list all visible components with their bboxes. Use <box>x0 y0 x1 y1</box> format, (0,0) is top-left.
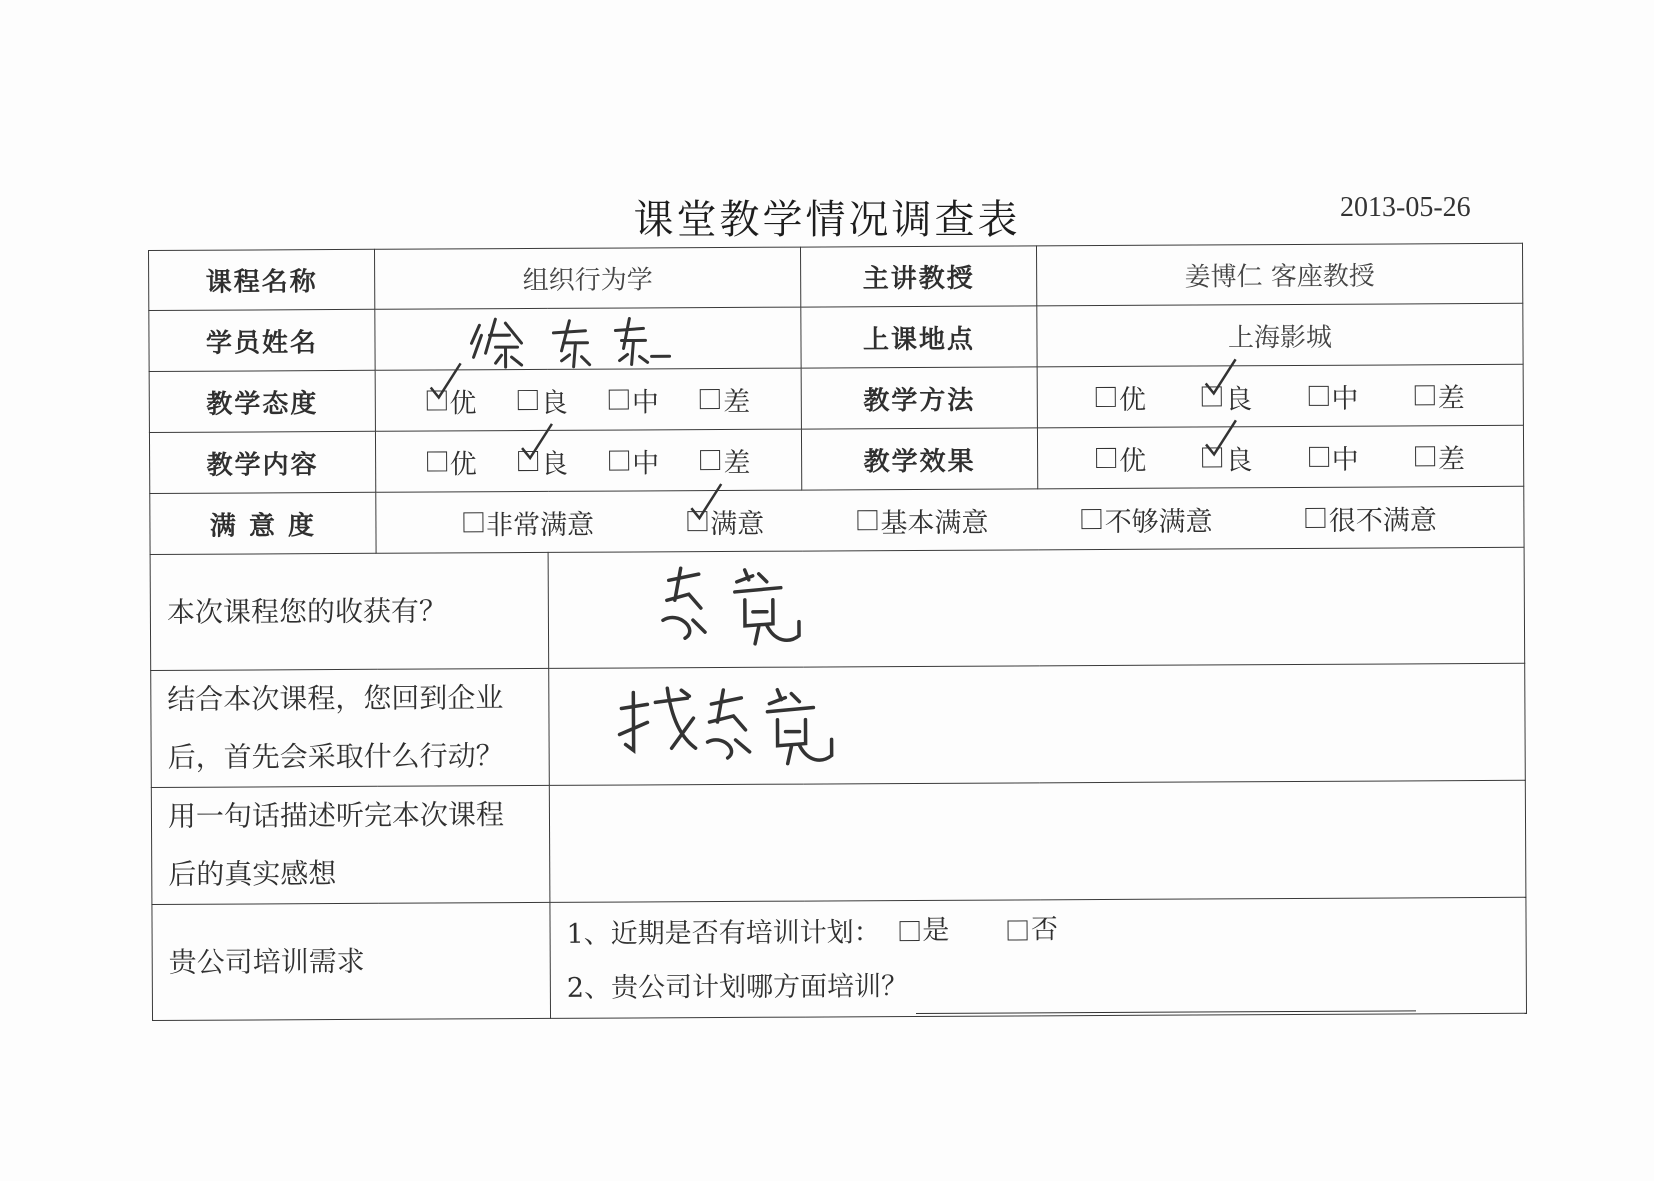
needs-plan-yes[interactable]: 是 <box>899 903 949 957</box>
needs-plan-no[interactable]: 否 <box>1008 903 1058 957</box>
label-student-name: 学员姓名 <box>149 309 375 371</box>
label-satisfaction: 满 意 度 <box>150 492 376 554</box>
satisfaction-options <box>376 486 1524 553</box>
question-action-line2: 后，首先会采取什么行动？ <box>167 739 504 774</box>
checkmark-icon <box>687 479 733 525</box>
checkbox-icon <box>1309 447 1329 467</box>
satisfaction-option-satisfied[interactable]: 满意 <box>687 501 764 540</box>
answer-gain-cell[interactable] <box>548 547 1525 668</box>
label-location: 上课地点 <box>801 306 1037 368</box>
method-option-good[interactable]: 良 <box>1202 377 1252 416</box>
checkbox-icon <box>1308 386 1328 406</box>
attitude-option-good[interactable]: 良 <box>518 380 568 419</box>
form-date: 2013-05-26 <box>1340 192 1471 223</box>
needs-plan-question: 1、近期是否有培训计划： <box>566 916 881 950</box>
row-attitude <box>149 364 1523 432</box>
question-feeling-line1: 用一句话描述听完本次课程 <box>167 798 505 833</box>
row-needs <box>152 897 1527 1020</box>
handwriting-gain <box>649 559 829 650</box>
checkmark-icon <box>1202 416 1248 462</box>
checkbox-icon <box>518 390 538 410</box>
checkbox-icon <box>609 450 629 470</box>
label-professor: 主讲教授 <box>801 246 1037 307</box>
checkbox-icon <box>463 512 483 532</box>
survey-table-frame <box>148 243 1526 1021</box>
attitude-option-excellent[interactable]: 优 <box>426 381 476 420</box>
satisfaction-option-insufficient[interactable]: 不够满意 <box>1082 499 1213 539</box>
checkbox-icon <box>1008 920 1028 940</box>
satisfaction-option-very[interactable]: 非常满意 <box>463 502 594 542</box>
student-signature <box>465 312 705 373</box>
handwriting-action <box>611 677 851 768</box>
value-location[interactable]: 上海影城 <box>1037 303 1523 367</box>
row-satisfaction <box>150 486 1524 554</box>
question-feeling <box>151 785 550 904</box>
answer-feeling-cell[interactable] <box>549 780 1526 902</box>
content-option-average[interactable]: 中 <box>609 441 659 480</box>
row-student <box>149 303 1523 371</box>
effect-option-average[interactable]: 中 <box>1309 437 1359 476</box>
form-title: 课堂教学情况调查表 <box>633 197 1021 243</box>
method-option-excellent[interactable]: 优 <box>1096 377 1146 416</box>
content-option-poor[interactable]: 差 <box>700 440 750 479</box>
content-option-good[interactable]: 良 <box>518 441 568 480</box>
question-feeling-line2: 后的真实感想 <box>168 857 337 891</box>
attitude-options <box>375 368 801 431</box>
method-option-poor[interactable]: 差 <box>1415 376 1465 415</box>
row-gain <box>150 547 1525 670</box>
satisfaction-option-basic[interactable]: 基本满意 <box>857 500 988 540</box>
effect-option-good[interactable]: 良 <box>1202 438 1252 477</box>
row-content <box>149 425 1523 493</box>
effect-options <box>1037 425 1523 489</box>
question-action-line1: 结合本次课程，您回到企业 <box>167 681 504 716</box>
checkbox-icon <box>427 451 447 471</box>
question-needs: 贵公司培训需求 <box>152 902 551 1020</box>
method-options <box>1037 364 1523 428</box>
checkmark-icon <box>518 419 564 465</box>
attitude-option-average[interactable]: 中 <box>609 380 659 419</box>
row-course <box>149 243 1523 310</box>
checkbox-icon <box>1096 387 1116 407</box>
checkbox-icon <box>1415 385 1435 405</box>
content-options <box>375 429 801 492</box>
row-feeling <box>151 780 1526 904</box>
needs-area-line <box>551 956 1526 1015</box>
effect-option-excellent[interactable]: 优 <box>1096 438 1146 477</box>
attitude-option-poor[interactable]: 差 <box>700 379 750 418</box>
checkbox-icon <box>1306 508 1326 528</box>
checkbox-icon <box>1082 509 1102 529</box>
checkbox-icon <box>700 389 720 409</box>
satisfaction-option-very-dissatisfied[interactable]: 很不满意 <box>1306 498 1437 538</box>
value-course-name[interactable]: 组织行为学 <box>374 247 800 309</box>
value-professor[interactable]: 姜博仁 客座教授 <box>1037 243 1523 306</box>
checkbox-icon <box>1415 446 1435 466</box>
method-option-average[interactable]: 中 <box>1308 376 1358 415</box>
label-method: 教学方法 <box>801 367 1037 429</box>
content-option-excellent[interactable]: 优 <box>427 442 477 481</box>
checkbox-icon <box>700 450 720 470</box>
label-attitude: 教学态度 <box>149 370 375 432</box>
survey-table <box>148 243 1527 1021</box>
effect-option-poor[interactable]: 差 <box>1415 437 1465 476</box>
question-action <box>151 668 550 787</box>
label-content: 教学内容 <box>149 431 375 493</box>
needs-area-blank[interactable] <box>916 984 1416 1014</box>
answer-action-cell[interactable] <box>549 663 1526 785</box>
row-action <box>151 663 1526 787</box>
checkmark-icon <box>426 359 472 405</box>
checkbox-icon <box>609 389 629 409</box>
needs-area-question: 2、贵公司计划哪方面培训？ <box>566 970 909 1004</box>
checkmark-icon <box>1202 355 1248 401</box>
label-effect: 教学效果 <box>801 428 1037 490</box>
question-gain: 本次课程您的收获有？ <box>150 552 549 670</box>
checkbox-icon <box>857 510 877 530</box>
needs-cell <box>550 897 1527 1018</box>
needs-plan-line <box>550 900 1525 961</box>
checkbox-icon <box>1096 448 1116 468</box>
label-course-name: 课程名称 <box>149 249 375 310</box>
checkbox-icon <box>899 920 919 940</box>
